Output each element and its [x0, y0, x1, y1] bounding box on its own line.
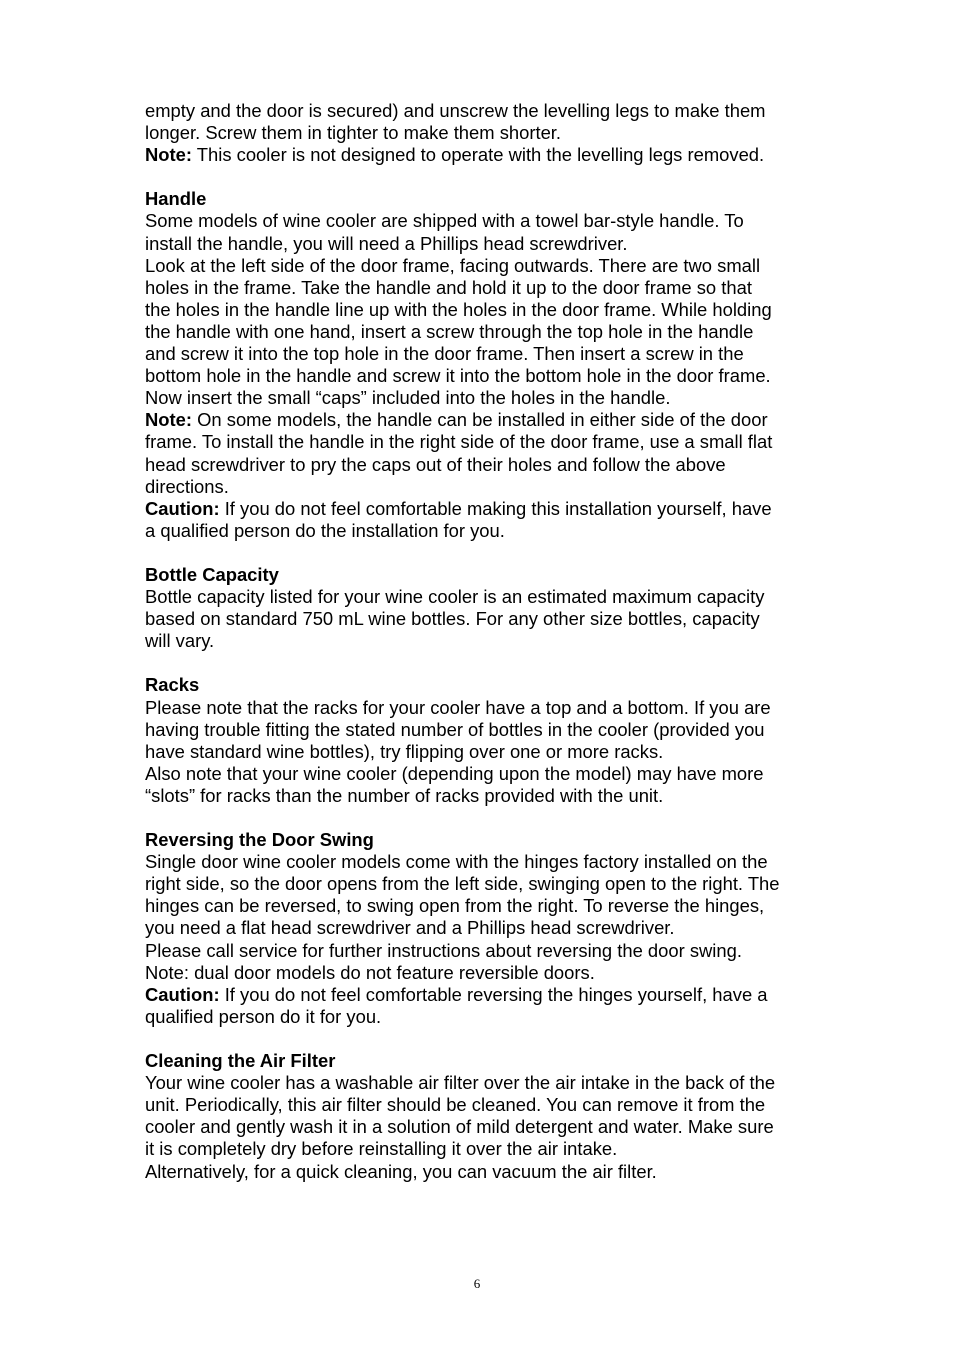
- note-line: [145, 144, 815, 166]
- body-line: Single door wine cooler models come with the hinges factory installed on the: [145, 851, 768, 873]
- body-line: “slots” for racks than the number of racks provided with the unit.: [145, 784, 664, 806]
- section-heading: Bottle Capacity: [145, 563, 279, 585]
- body-line: based on standard 750 mL wine bottles. For any other size bottles, capacity: [145, 608, 760, 630]
- caution-text: If you do not feel comfortable reversing the hinges yourself, have a: [219, 983, 768, 1005]
- note-label: Note:: [145, 409, 192, 431]
- body-line: install the handle, you will need a Phillips head screwdriver.: [145, 232, 628, 254]
- body-line: bottom hole in the handle and screw it into the bottom hole in the door frame.: [145, 365, 771, 387]
- body-line: having trouble fitting the stated number of bottles in the cooler (provided you: [145, 718, 765, 740]
- body-line: and screw it into the top hole in the door frame. Then insert a screw in the: [145, 343, 744, 365]
- note-line: [145, 409, 815, 431]
- page-content: [145, 100, 815, 1183]
- body-line: empty and the door is secured) and unscrew the levelling legs to make them: [145, 100, 766, 121]
- body-line: will vary.: [145, 630, 215, 652]
- note-label: Note:: [145, 144, 192, 166]
- racks-section: [145, 674, 815, 807]
- body-line: Note: dual door models do not feature reversible doors.: [145, 961, 595, 983]
- paragraph-gap: [145, 1028, 815, 1050]
- air-filter-section: [145, 1050, 815, 1183]
- caution-label: Caution:: [145, 497, 220, 519]
- body-line: the holes in the handle line up with the holes in the door frame. While holding: [145, 298, 772, 320]
- body-line: qualified person do it for you.: [145, 1005, 382, 1027]
- paragraph-gap: [145, 652, 815, 674]
- body-line: Look at the left side of the door frame, facing outwards. There are two small: [145, 254, 761, 276]
- section-heading: Racks: [145, 674, 200, 696]
- body-line: the handle with one hand, insert a screw through the top hole in the handle: [145, 320, 754, 342]
- note-text: This cooler is not designed to operate with the levelling legs removed.: [192, 144, 765, 166]
- body-line: hinges can be reversed, to swing open from the right. To reverse the hinges,: [145, 895, 765, 917]
- body-line: right side, so the door opens from the left side, swinging open to the right. The: [145, 873, 780, 895]
- body-line: Please call service for further instructions about reversing the door swing.: [145, 939, 742, 961]
- paragraph-gap: [145, 542, 815, 564]
- handle-section: [145, 188, 815, 542]
- bottle-capacity-section: [145, 564, 815, 652]
- paragraph-gap: [145, 166, 815, 188]
- body-line: Your wine cooler has a washable air filter over the air intake in the back of the: [145, 1072, 776, 1094]
- section-heading: Cleaning the Air Filter: [145, 1050, 336, 1072]
- body-line: Some models of wine cooler are shipped with a towel bar-style handle. To: [145, 210, 744, 232]
- body-line: you need a flat head screwdriver and a Phillips head screwdriver.: [145, 917, 675, 939]
- body-line: unit. Periodically, this air filter should be cleaned. You can remove it from the: [145, 1094, 766, 1116]
- section-heading: Handle: [145, 188, 207, 210]
- body-line: directions.: [145, 475, 229, 497]
- caution-line: [145, 498, 815, 520]
- body-line: head screwdriver to pry the caps out of their holes and follow the above: [145, 453, 726, 475]
- note-text: On some models, the handle can be installed in either side of the door: [192, 409, 768, 431]
- body-line: cooler and gently wash it in a solution of mild detergent and water. Make sure: [145, 1116, 774, 1138]
- body-line: Please note that the racks for your cooler have a top and a bottom. If you are: [145, 696, 771, 718]
- page-number: 6: [473, 1276, 481, 1291]
- caution-text: If you do not feel comfortable making this installation yourself, have: [219, 497, 772, 519]
- door-swing-section: [145, 829, 815, 1028]
- body-line: Alternatively, for a quick cleaning, you can vacuum the air filter.: [145, 1160, 657, 1182]
- section-heading: Reversing the Door Swing: [145, 829, 374, 851]
- body-line: a qualified person do the installation for you.: [145, 519, 505, 541]
- body-line: holes in the frame. Take the handle and hold it up to the door frame so that: [145, 276, 752, 298]
- intro-section: [145, 100, 815, 166]
- body-line: Bottle capacity listed for your wine cooler is an estimated maximum capacity: [145, 586, 765, 608]
- body-line: have standard wine bottles), try flipping over one or more racks.: [145, 740, 664, 762]
- body-line: longer. Screw them in tighter to make them shorter.: [145, 122, 562, 144]
- body-line: Also note that your wine cooler (depending upon the model) may have more: [145, 762, 764, 784]
- paragraph-gap: [145, 807, 815, 829]
- body-line: Now insert the small “caps” included into the holes in the handle.: [145, 387, 671, 409]
- caution-label: Caution:: [145, 983, 220, 1005]
- body-line: frame. To install the handle in the right side of the door frame, use a small flat: [145, 431, 773, 453]
- body-line: it is completely dry before reinstalling it over the air intake.: [145, 1138, 618, 1160]
- caution-line: [145, 984, 815, 1006]
